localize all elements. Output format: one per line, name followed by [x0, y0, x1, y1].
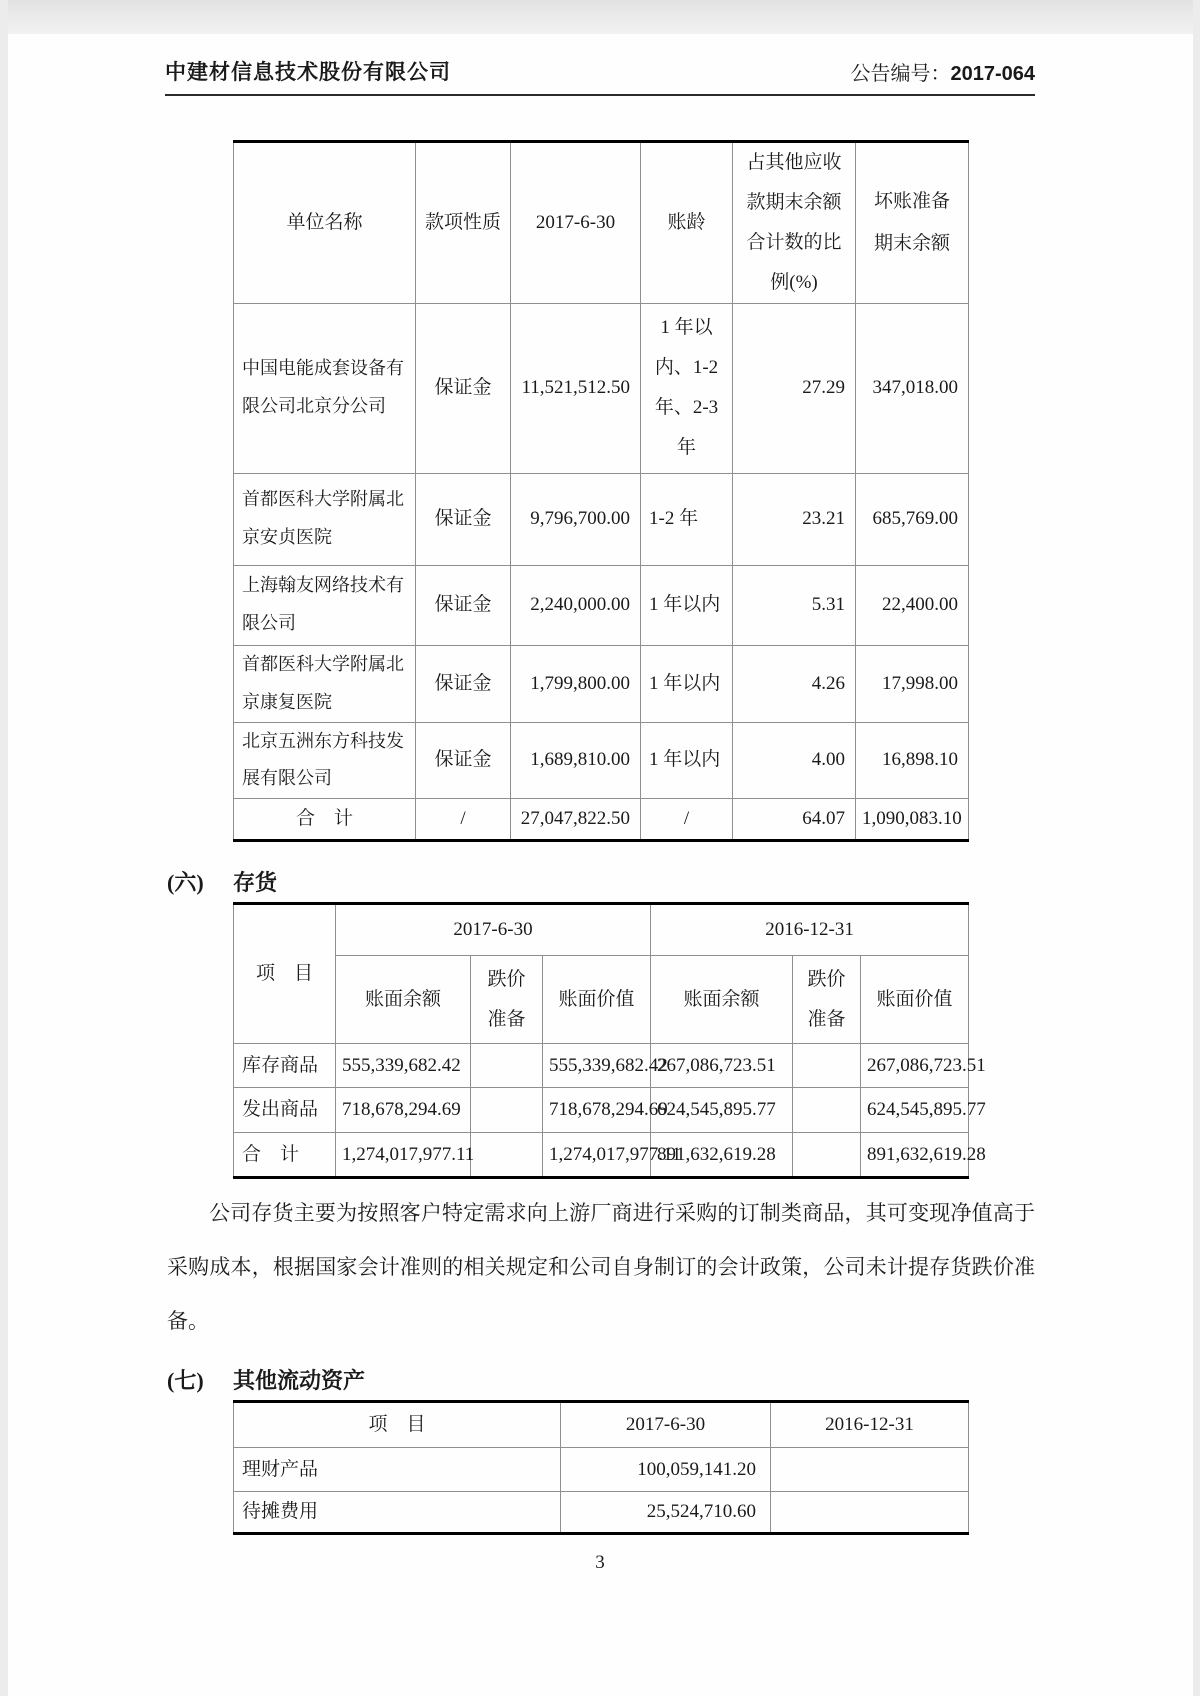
cell-value-2017: 25,524,710.60	[561, 1492, 771, 1534]
section-title: 存货	[233, 870, 278, 895]
table-total-row	[234, 799, 969, 841]
cell-aging: 1 年以内	[641, 645, 733, 722]
table-row	[234, 645, 969, 722]
cell-value-2017: 718,678,294.69	[543, 1088, 651, 1133]
cell-value-2016: 267,086,723.51	[861, 1044, 969, 1088]
table-row	[234, 1088, 969, 1133]
section-title: 其他流动资产	[233, 1368, 366, 1393]
cell-nature: 保证金	[416, 303, 511, 473]
cell-ratio: 27.29	[733, 303, 856, 473]
cell-aging: 1 年以内	[641, 722, 733, 799]
cell-value-2017: 555,339,682.42	[543, 1044, 651, 1088]
cell-total-nature: /	[416, 799, 511, 841]
section-index: (七)	[167, 1368, 204, 1393]
cell-nature: 保证金	[416, 565, 511, 645]
table-row	[234, 1448, 969, 1492]
cell-ratio: 4.26	[733, 645, 856, 722]
col-header-bad-debt-text: 坏账准备期末余额	[873, 190, 950, 254]
cell-total-ratio: 64.07	[733, 799, 856, 841]
cell-bad-debt: 685,769.00	[856, 473, 969, 565]
col-header-nature: 款项性质	[416, 142, 511, 304]
cell-provision-2017	[471, 1088, 543, 1133]
cell-unit-name: 首都医科大学附属北京康复医院	[234, 645, 416, 722]
col-header-ratio: 占其他应收款期末余额合计数的比例(%)	[733, 142, 856, 304]
cell-provision-2016	[793, 1044, 861, 1088]
cell-value-2016	[771, 1492, 969, 1534]
col-header-period: 2017-6-30	[511, 142, 641, 304]
cell-balance-2016: 624,545,895.77	[651, 1088, 793, 1133]
cell-amount: 1,689,810.00	[511, 722, 641, 799]
cell-balance-2017: 555,339,682.42	[336, 1044, 471, 1088]
cell-value-2016: 624,545,895.77	[861, 1088, 969, 1133]
cell-bad-debt: 22,400.00	[856, 565, 969, 645]
cell-total-label: 合 计	[234, 1133, 336, 1178]
cell-total-amount: 27,047,822.50	[511, 799, 641, 841]
col-header-period-2017: 2017-6-30	[561, 1402, 771, 1448]
col-header-period-2017: 2017-6-30	[336, 904, 651, 956]
section-heading-inventory	[167, 866, 278, 897]
table-row	[234, 473, 969, 565]
cell-nature: 保证金	[416, 722, 511, 799]
cell-aging: 1 年以内、1-2 年、2-3 年	[641, 303, 733, 473]
col-header-unit-name: 单位名称	[234, 142, 416, 304]
table-row	[234, 722, 969, 799]
cell-nature: 保证金	[416, 473, 511, 565]
cell-unit-name: 北京五洲东方科技发展有限公司	[234, 722, 416, 799]
announcement-value: 2017-064	[950, 63, 1035, 85]
announcement-label: 公告编号：	[850, 63, 951, 85]
other-current-assets-table	[233, 1400, 969, 1535]
cell-ratio: 4.00	[733, 722, 856, 799]
cell-provision-2016	[793, 1088, 861, 1133]
cell-total-aging: /	[641, 799, 733, 841]
section-heading-other-current-assets	[167, 1364, 366, 1395]
cell-ratio: 23.21	[733, 473, 856, 565]
cell-unit-name: 首都医科大学附属北京安贞医院	[234, 473, 416, 565]
col-header-item: 项 目	[234, 904, 336, 1044]
cell-balance-2016: 267,086,723.51	[651, 1044, 793, 1088]
col-header-provision-text: 跌价准备	[807, 968, 846, 1030]
header-rule	[165, 94, 1035, 96]
cell-unit-name: 中国电能成套设备有限公司北京分公司	[234, 303, 416, 473]
table-header-row	[234, 142, 969, 304]
col-header-provision-text: 跌价准备	[487, 968, 526, 1030]
scan-artifact-left	[0, 0, 8, 1696]
col-header-item: 项 目	[234, 1402, 561, 1448]
cell-balance-2017: 1,274,017,977.11	[336, 1133, 471, 1178]
col-header-bad-debt	[856, 142, 969, 304]
table-row	[234, 565, 969, 645]
cell-aging: 1 年以内	[641, 565, 733, 645]
cell-item: 待摊费用	[234, 1492, 561, 1534]
col-header-balance: 账面余额	[651, 956, 793, 1044]
cell-bad-debt: 347,018.00	[856, 303, 969, 473]
scan-artifact-top	[0, 0, 1200, 34]
table-total-row	[234, 1133, 969, 1178]
section-index: (六)	[167, 870, 204, 895]
table-subheader-row	[234, 956, 969, 1044]
col-header-value: 账面价值	[861, 956, 969, 1044]
cell-item: 发出商品	[234, 1088, 336, 1133]
cell-balance-2017: 718,678,294.69	[336, 1088, 471, 1133]
cell-total-bad-debt: 1,090,083.10	[856, 799, 969, 841]
cell-item: 理财产品	[234, 1448, 561, 1492]
scan-artifact-right	[1193, 0, 1200, 1696]
cell-provision-2016	[793, 1133, 861, 1178]
col-header-aging: 账龄	[641, 142, 733, 304]
cell-amount: 2,240,000.00	[511, 565, 641, 645]
table-header-row	[234, 1402, 969, 1448]
company-name: 中建材信息技术股份有限公司	[165, 60, 451, 84]
cell-ratio: 5.31	[733, 565, 856, 645]
cell-total-label: 合 计	[234, 799, 416, 841]
announcement-number	[850, 57, 1035, 86]
cell-amount: 11,521,512.50	[511, 303, 641, 473]
inventory-table	[233, 902, 986, 1179]
cell-bad-debt: 17,998.00	[856, 645, 969, 722]
cell-nature: 保证金	[416, 645, 511, 722]
cell-bad-debt: 16,898.10	[856, 722, 969, 799]
inventory-note: 公司存货主要为按照客户特定需求向上游厂商进行采购的订制类商品，其可变现净值高于采购成本，根据国家会计准则的相关规定和公司自身制订的会计政策，公司未计提存货跌价准备。	[167, 1201, 1035, 1333]
col-header-period-2016: 2016-12-31	[651, 904, 969, 956]
cell-amount: 1,799,800.00	[511, 645, 641, 722]
cell-value-2016: 891,632,619.28	[861, 1133, 969, 1178]
page-header	[165, 56, 1035, 86]
cell-amount: 9,796,700.00	[511, 473, 641, 565]
table-header-row	[234, 904, 969, 956]
cell-value-2017: 100,059,141.20	[561, 1448, 771, 1492]
col-header-provision	[793, 956, 861, 1044]
cell-value-2016	[771, 1448, 969, 1492]
col-header-period-2016: 2016-12-31	[771, 1402, 969, 1448]
cell-balance-2016: 891,632,619.28	[651, 1133, 793, 1178]
cell-unit-name: 上海翰友网络技术有限公司	[234, 565, 416, 645]
table-row	[234, 1044, 969, 1088]
cell-item: 库存商品	[234, 1044, 336, 1088]
cell-value-2017: 1,274,017,977.11	[543, 1133, 651, 1178]
receivables-table	[233, 140, 969, 842]
cell-aging: 1-2 年	[641, 473, 733, 565]
cell-provision-2017	[471, 1133, 543, 1178]
col-header-value: 账面价值	[543, 956, 651, 1044]
col-header-balance: 账面余额	[336, 956, 471, 1044]
table-row	[234, 303, 969, 473]
page-number: 3	[595, 1552, 605, 1573]
table-row	[234, 1492, 969, 1534]
cell-provision-2017	[471, 1044, 543, 1088]
col-header-provision	[471, 956, 543, 1044]
